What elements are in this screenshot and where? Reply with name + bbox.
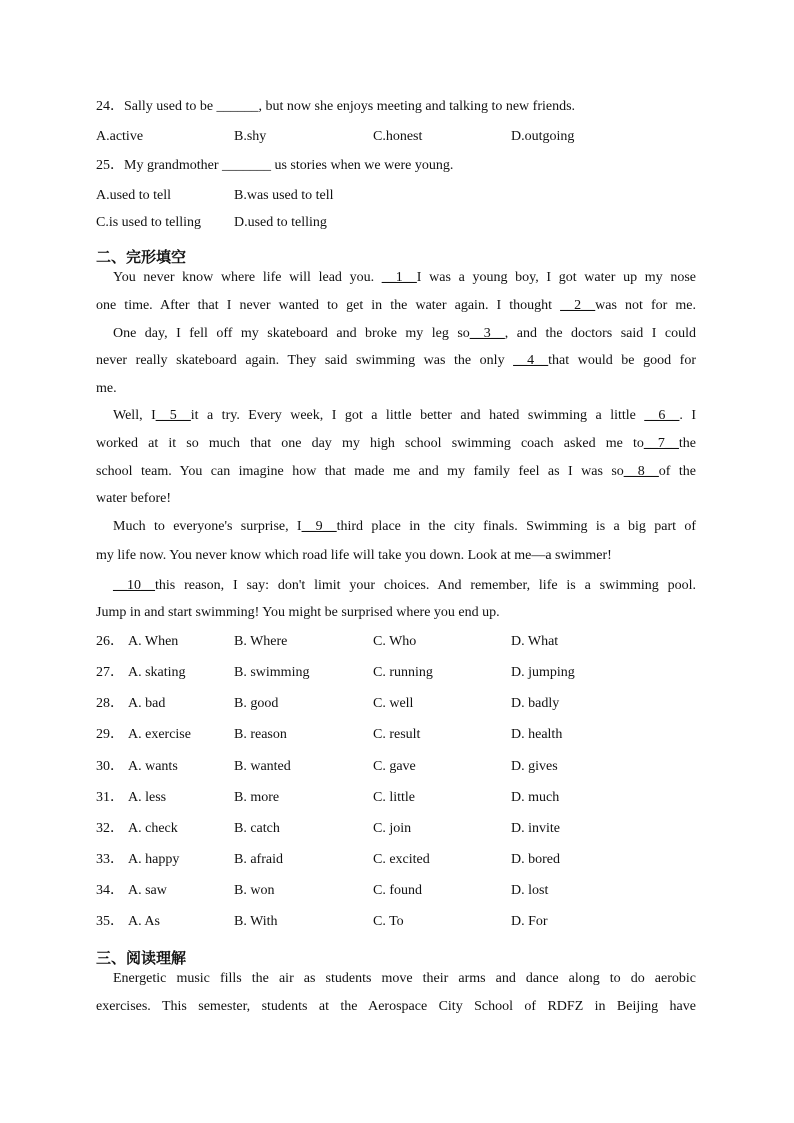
- section-title-reading: 三、阅读理解: [96, 949, 187, 967]
- reading-line: Energetic music fills the air as students move their arms and dance along to do aerobic: [113, 971, 696, 986]
- blank-3: __3__: [469, 326, 505, 341]
- question-24-option-b: B.shy: [234, 129, 267, 144]
- question-25-option-a: A.used to tell: [96, 188, 172, 203]
- reading-line: exercises. This semester, students at the Aerospace City School of RDFZ in Beijing have: [96, 999, 696, 1014]
- blank-6: __6__: [644, 408, 680, 423]
- question-25-option-d: D.used to telling: [234, 215, 327, 230]
- question-24-option-c: C.honest: [373, 129, 423, 144]
- question-25-option-c: C.is used to telling: [96, 215, 201, 230]
- passage-line: __10__this reason, I say: don't limit your choices. And remember, life is a swimming pool.: [113, 578, 696, 593]
- passage-line: me.: [96, 381, 117, 396]
- section-title-cloze: 二、完形填空: [96, 248, 187, 266]
- document-page: 24．Sally used to be ______, but now she enjoys meeting and talking to new friends. A.active B.shy C.honest D.outgoing 25．My grandmother _______ us stories when we were young. A.used to tell B.was used to tell C.is used to telling D.used to telling 二、完形填空 You never know where life will lead you. __1__I was a young boy, I got water up my nose one time. After that I never wanted to get in the water again. I thought __2__was not for me. One day, I fell off my skateboard and broke my leg so__3__, and the doctors said I could never really skateboard again. They said swimming was the only __4__that would be good for me. Well, I__5__it a try. Every week, I got a little better and hated swimming a little __6__. I worked at it so much that one day my high school swimming coach asked me to__7__the school team. You can imagine how that made me and my family feel as I was so__8__of the water before! Much to everyone's surprise, I__9__third place in the city finals. Swimming is a big part of my life now. You never know which road life will take you down. Look at me—a swimmer! __10__this reason, I say: don't limit your choices. And remember, life is a swimming pool. Jump in and start swimming! You might be surprised where you end up. 26． A. When B. Where C. Who D. What 27． A. skating B. swimming C. running D. jumping 28． A. bad B. good C. well D. badly 29． A. exercise B. reason C. result D. health 30． A. wants B. wanted C. gave D. gives 31． A. less B. more C. little D. much 32． A. check B. catch C. join D. invite 33． A. happy B. afraid C. excited D. bored 34． A. saw B. won C. found D. lost 35． A. As B. With C. To D. For 三、阅读理解 Energetic music fills the air as students move their arms and dance along to do aerobic exercises. This semester, students at the Aerospace City School of RDFZ in Beijing have: [96, 99, 697, 1014]
- blank-4: __4__: [513, 353, 549, 368]
- question-24-option-d: D.outgoing: [511, 129, 575, 144]
- passage-line: water before!: [96, 491, 172, 506]
- passage-line: Jump in and start swimming! You might be surprised where you end up.: [96, 605, 500, 620]
- blank-7: __7__: [643, 436, 679, 451]
- passage-line: You never know where life will lead you. __1__I was a young boy, I got water up my nose: [113, 270, 696, 285]
- blank-8: __8__: [623, 464, 659, 479]
- passage-line: Well, I__5__it a try. Every week, I got a little better and hated swimming a little __6__. I: [113, 408, 696, 423]
- blank-1: __1__: [381, 270, 417, 285]
- question-25-option-b: B.was used to tell: [234, 188, 334, 203]
- passage-line: one time. After that I never wanted to get in the water again. I thought __2__was not for me.: [96, 298, 697, 313]
- question-25-stem: 25．My grandmother _______ us stories when we were young.: [96, 158, 454, 173]
- blank-9: __9__: [301, 519, 337, 534]
- passage-line: One day, I fell off my skateboard and broke my leg so__3__, and the doctors said I could: [113, 326, 696, 341]
- passage-line: never really skateboard again. They said swimming was the only __4__that would be good for: [96, 353, 696, 368]
- question-24-stem: 24．Sally used to be ______, but now she enjoys meeting and talking to new friends.: [96, 99, 576, 114]
- passage-line: worked at it so much that one day my high school swimming coach asked me to__7__the: [96, 436, 696, 451]
- question-24-option-a: A.active: [96, 129, 144, 144]
- blank-5: __5__: [155, 408, 191, 423]
- blank-2: __2__: [560, 298, 596, 313]
- passage-line: school team. You can imagine how that made me and my family feel as I was so__8__of the: [96, 464, 697, 479]
- blank-10: __10__: [113, 578, 155, 593]
- passage-line: my life now. You never know which road life will take you down. Look at me—a swimmer!: [96, 548, 612, 563]
- passage-line: Much to everyone's surprise, I__9__third place in the city finals. Swimming is a big part of: [113, 519, 696, 534]
